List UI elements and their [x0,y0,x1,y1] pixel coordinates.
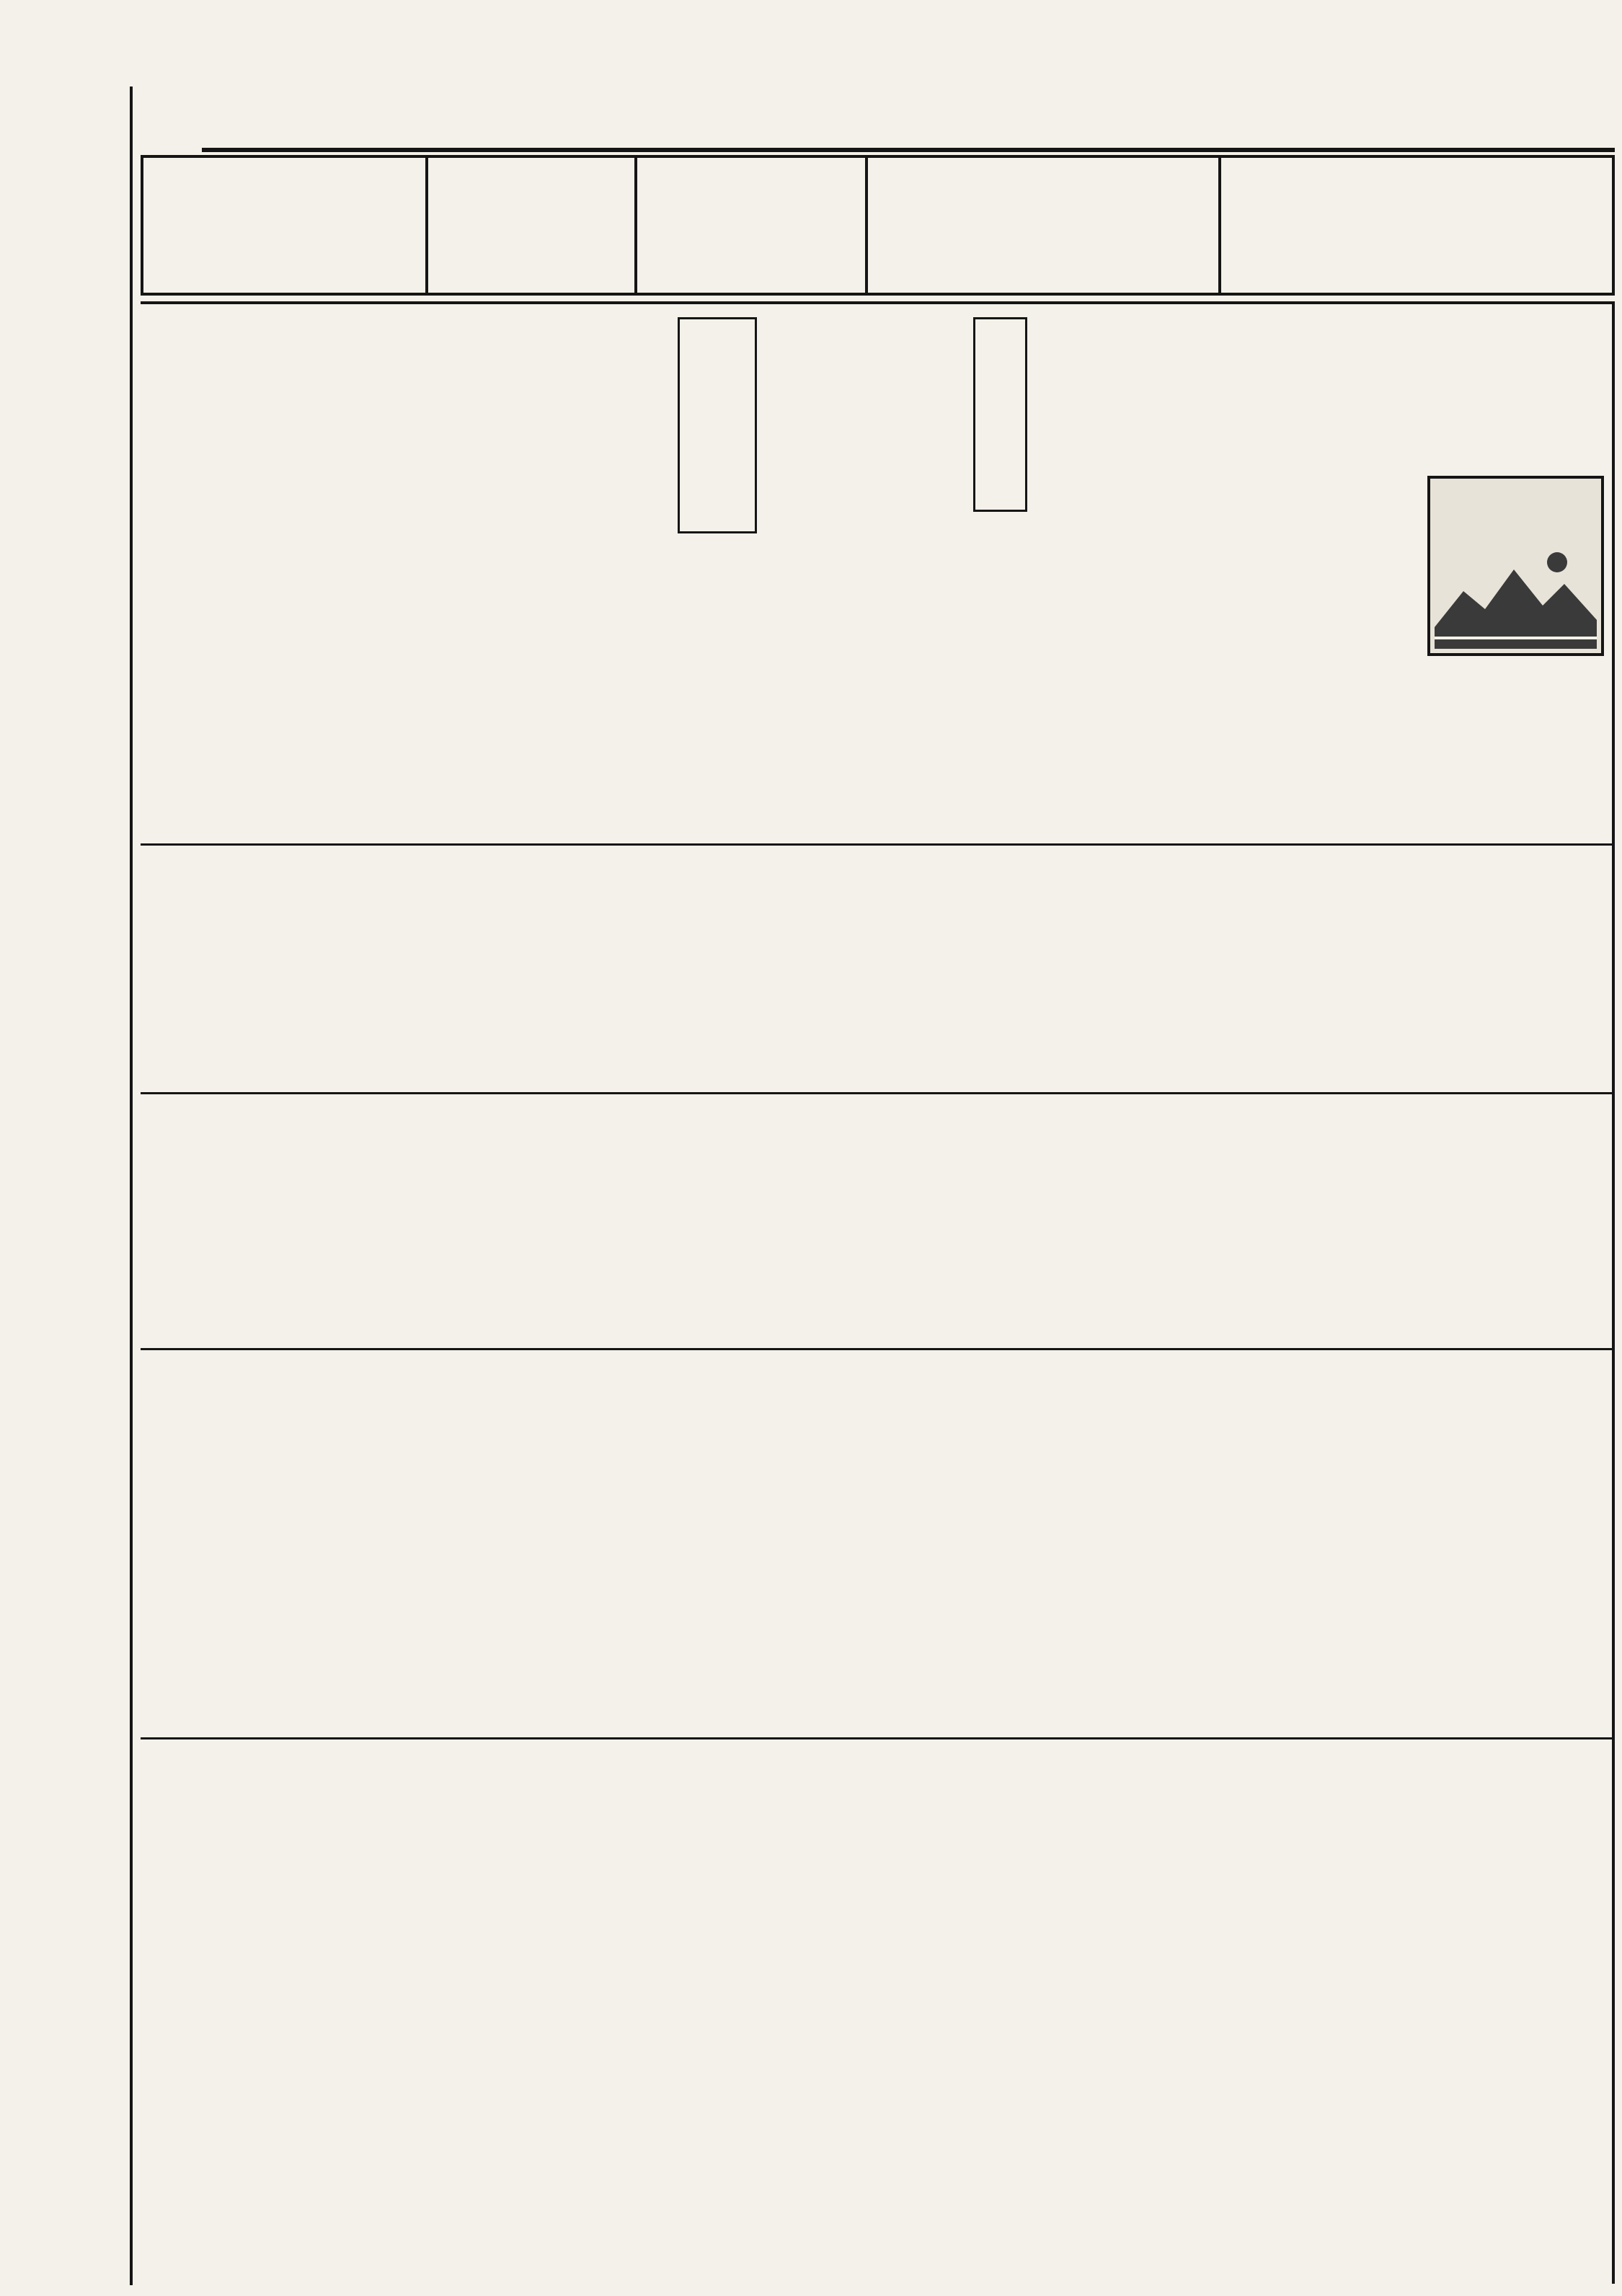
band-rule-4 [141,1737,1615,1739]
shop1-desc [1226,162,1334,292]
landscape-illustration [1435,541,1597,649]
band-rule-3 [141,1348,1615,1350]
top-ad-divider-3 [634,155,637,296]
chen-body [562,1997,706,2278]
masthead-rule [202,148,1615,152]
lead-deck [1254,310,1319,829]
luo-headline [973,1752,1038,1968]
hubei-headline [1535,1903,1604,2119]
chen-headline [461,1990,555,2228]
band4-body-right [1298,1355,1608,1593]
ma-body [144,1099,743,1344]
shop5-text [433,162,627,292]
sub-story-1-body [771,317,966,836]
body-right-rule [1612,301,1615,2284]
bao-deck [1406,1903,1456,2076]
kmt-deck [148,1355,213,1730]
han-headline [1182,1355,1290,1687]
left-extra [65,1507,115,1752]
world-body [144,851,1507,1089]
shop4-name [375,159,420,296]
kmt-headline [216,1355,353,1730]
liu-headline [771,1355,851,1730]
top-ad-divider-1 [1218,155,1221,296]
top-ad-divider-4 [425,155,428,296]
shop1-address [1341,166,1471,292]
sub-story-2-body [490,317,670,836]
liu-deck [721,1355,768,1600]
world-headline [1514,851,1608,1081]
manchuria-headline [386,577,440,836]
manchuria-deck [317,598,382,836]
pilot-body [793,1997,1117,2278]
sub-story-2-headline [685,328,753,523]
han-body [865,1355,1175,1730]
hu-body [663,1752,829,1990]
manchuria-kicker [440,591,469,656]
left-agents [7,2018,126,2278]
left-divider [130,87,133,2285]
hu-body-left [375,1752,591,1990]
chen-body-left [144,1752,368,2278]
shop3-title [642,155,861,296]
lead-kicker [1381,310,1424,685]
league-body [858,1099,1132,1344]
shop4-suffix [339,159,375,216]
manchuria-body [144,310,314,836]
shop2-name [1081,162,1211,292]
top-ad-divider-2 [865,155,868,296]
lead-body [1031,317,1247,836]
shop1-name [1543,162,1608,292]
sub-story-1-headline [977,324,1024,505]
lead-body-right [1435,317,1604,469]
liu-body [360,1355,714,1730]
shop2-desc [872,162,1074,292]
band-rule-1 [141,843,1615,846]
bao-headline [1348,1946,1406,2134]
top-ad-small-print [144,162,332,292]
manchuria-body-upper [332,310,487,569]
band3-body-right [1283,1099,1608,1344]
lead-body-right-lower [1435,663,1604,843]
lead-headline [1319,310,1381,757]
band-rule-2 [141,1092,1615,1094]
hu-headline [598,1752,656,1990]
pilot-headline [721,1982,779,2256]
luo-body [836,1752,966,1990]
bao-body [1153,1910,1341,2278]
body-top-rule [141,301,1615,304]
bottom-body-upper [1045,1745,1608,1903]
shop1-line [1478,173,1539,292]
